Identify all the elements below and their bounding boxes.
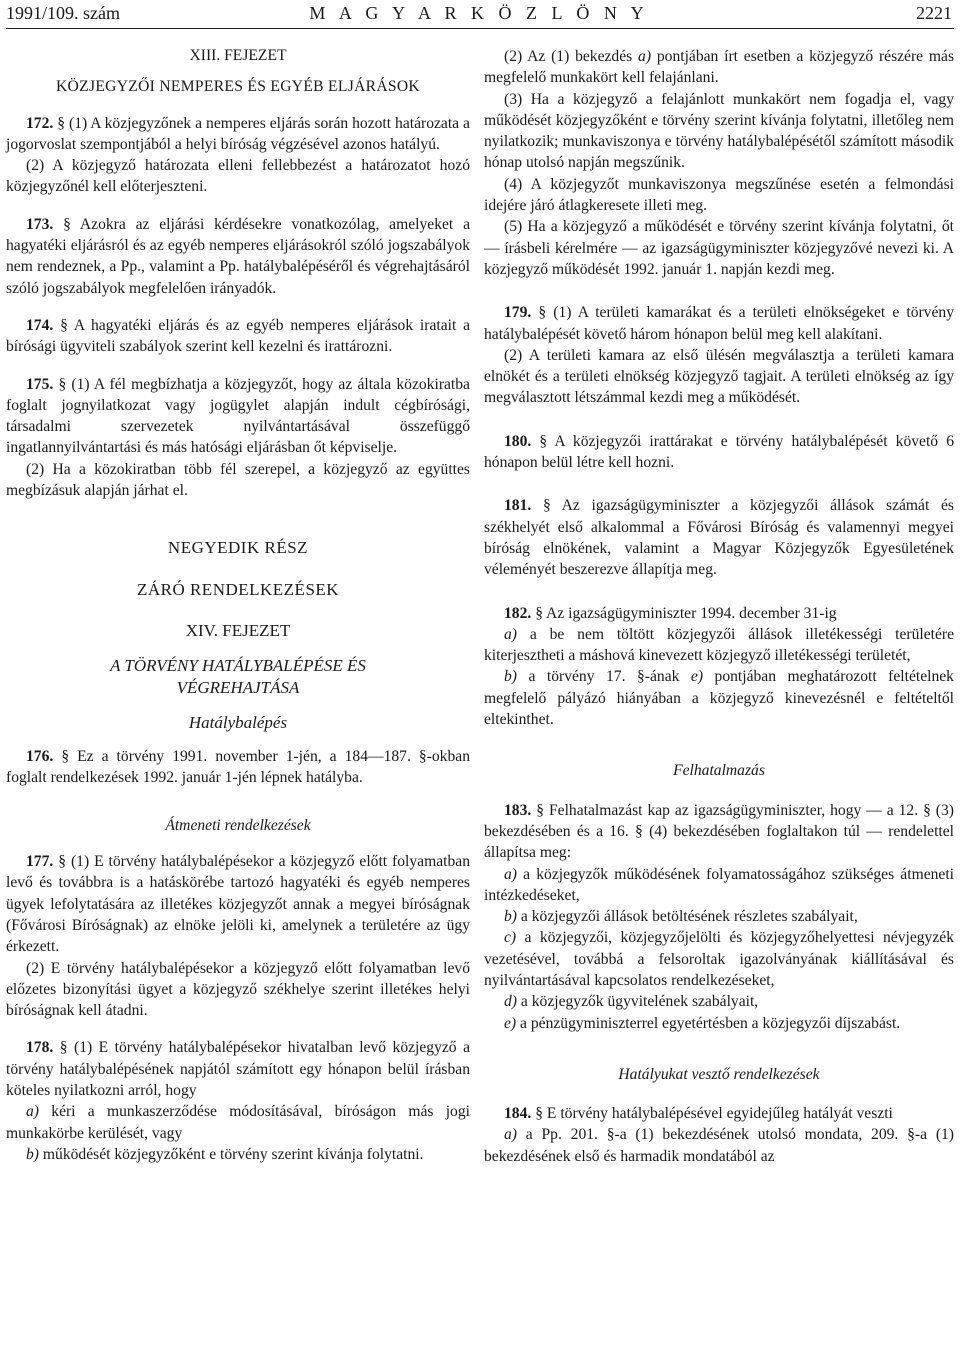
- section-text: § Ez a törvény 1991. november 1-jén, a 184—187. §-okban foglalt rendelkezések 1992. január 1-jén lépnek hatályba.: [6, 748, 470, 787]
- header-rule: [6, 28, 954, 29]
- chapter-14-title-line-1: A TÖRVÉNY HATÁLYBALÉPÉSE ÉS: [110, 656, 366, 676]
- section-text: § E törvény hatálybalépésével egyidejűleg hatályát veszti: [535, 1105, 893, 1123]
- section-183-item-d: d) a közjegyzők ügyvitelének szabályait,: [504, 993, 759, 1011]
- subheading-atmeneti: Átmeneti rendelkezések: [165, 816, 311, 834]
- section-175: [6, 374, 470, 459]
- section-text: § A hagyatéki eljárás és az egyéb nemperes eljárások iratait a bírósági ügyviteli szabályok szerint kell kezelni és irattározni.: [6, 316, 470, 356]
- section-174: [6, 315, 470, 358]
- section-text: § A közjegyzői irattárakat e törvény hatálybalépését követő 6 hónapon belül létre kell hozni.: [484, 432, 954, 472]
- section-text: § Felhatalmazást kap az igazságügyminiszter, hogy — a 12. § (3) bekezdésében és a 16. § (4) bekezdésében foglaltakon túl — rendelettel állapítsa meg:: [484, 801, 954, 862]
- section-182-item-b: b) a törvény 17. §-ának e) pontjában meghatározott feltételnek megfelelő pályázó hiányában a közjegyző kinevezésnél e feltételtől eltekinthet.: [484, 668, 954, 729]
- section-178-para-4: (4) A közjegyzőt munkaviszonya megszűnése esetén a felmondási idejére járó átlagkeresete illeti meg.: [484, 175, 954, 215]
- section-number: 175.: [26, 375, 54, 393]
- section-text: § (1) E törvény hatálybalépésekor a közjegyző előtt folyamatban levő és továbbra is a hatáskörébe tartozó hagyatéki és egyéb nemperes ügyek lefolytatására az illetékes közjegyzőt annak a megyei bíróságnak (Fővárosi Bíróságnak) az elnöke jelöli ki, amelynek a területére az ügy érkezett.: [6, 853, 470, 956]
- section-172: [6, 113, 470, 156]
- section-181: [484, 495, 954, 580]
- section-number: 180.: [504, 432, 532, 450]
- part-title: ZÁRÓ RENDELKEZÉSEK: [136, 579, 340, 599]
- section-text: § Az igazságügyminiszter a közjegyzői állások számát és székhelyét első alkalommal a Fővárosi Bíróság és valamennyi megyei bíróság elnökének, valamint a Magyar Közjegyzők Egyesületének véleményét beszerezve állapítja meg.: [484, 497, 954, 579]
- section-number: 178.: [26, 1039, 54, 1057]
- chapter-title: KÖZJEGYZŐI NEMPERES ÉS EGYÉB ELJÁRÁSOK: [56, 78, 420, 96]
- section-177: [6, 851, 470, 957]
- section-text: § (1) A fél megbízhatja a közjegyzőt, hogy az általa közokiratba foglalt jognyilatkozat vagy jogügylet alapján indult cégbírósági, társadalmi szervezetek nyilvántartásával összefüggő ingatlannyilvántartási és más hatósági eljárásban őt képviselje.: [6, 375, 470, 457]
- section-178-item-b: b) működését közjegyzőként e törvény szerint kívánja folytatni.: [26, 1145, 424, 1163]
- section-184: [484, 1103, 954, 1124]
- section-182-item-a: a) a be nem töltött közjegyzői állások illetékességi területére kiterjesztheti a máshová kinevezett közjegyző illetékességi területét,: [484, 625, 954, 665]
- section-183-item-c: c) a közjegyzői, közjegyzőjelölti és közjegyzőhelyettesi névjegyzék vezetésével, továbbá a felsoroltak igazolványának kiállításával és nyilvántartásával kapcsolatos rendelkezéseket,: [484, 929, 954, 989]
- section-number: 184.: [504, 1105, 532, 1123]
- section-178-para-5: (5) Ha a közjegyző a működését e törvény szerint kívánja folytatni, őt — írásbeli kérelmére — az igazságügyminiszter közjegyzővé nevezi ki. A közjegyző működését 1992. január 1. napján kezdi meg.: [484, 218, 954, 278]
- section-number: 183.: [504, 801, 532, 819]
- section-178-para-2: (2) Az (1) bekezdés a) pontjában írt esetben a közjegyző részére más megfelelő munkakört kell felajánlani.: [484, 48, 955, 87]
- section-178-item-a: a) kéri a munkaszerződése módosításával, bíróságon más jogi munkakörbe kerülését, vagy: [6, 1103, 470, 1142]
- subheading-felhatalmazas: Felhatalmazás: [673, 762, 765, 780]
- section-183-item-a: a) a közjegyzők működésének folyamatosságához szükséges átmeneti intézkedéseket,: [484, 865, 954, 904]
- chapter-heading: XIII. FEJEZET: [189, 47, 287, 64]
- section-number: 179.: [504, 304, 532, 322]
- section-183: [484, 800, 954, 864]
- section-184-item-a: a) a Pp. 201. §-a (1) bekezdésének utolsó mondata, 209. §-a (1) bekezdésének első és harmadik mondatából az: [484, 1126, 954, 1165]
- section-179-para-2: (2) A területi kamara az első ülésén megválasztja a területi kamara elnökét és a területi elnökség közjegyző tagjait. A területi elnökség az így megválasztott létszámmal kezdi meg a működését.: [484, 346, 954, 407]
- section-183-item-b: b) a közjegyzői állások betöltésének részletes szabályait,: [504, 908, 858, 926]
- section-text: § Az igazságügyminiszter 1994. december 31-ig: [535, 604, 837, 622]
- section-180: [484, 431, 954, 474]
- section-number: 182.: [504, 604, 532, 622]
- section-text: § (1) A területi kamarákat és a területi elnökségeket e törvény hatálybalépését követő három hónapon belül meg kell alakítani.: [484, 304, 954, 343]
- page-header: [6, 0, 952, 26]
- journal-title: M A G Y A R K Ö Z L Ö N Y: [309, 3, 649, 23]
- section-182: [484, 603, 954, 624]
- section-183-item-e: e) a pénzügyminiszterrel egyetértésben a közjegyzői díjszabást.: [504, 1014, 901, 1032]
- section-172-para-2: (2) A közjegyző határozata elleni fellebbezést a határozatot hozó közjegyzőnél kell előterjeszteni.: [6, 157, 470, 196]
- section-number: 174.: [26, 316, 54, 334]
- section-178-para-3: (3) Ha a közjegyző a felajánlott munkakört nem fogadja el, vagy működését közjegyzőként e törvény szerint kívánja folytatni, illetőleg nem nyilatkozik; munkaviszonya e törvény hatálybalépésétől számított második hónap utolsó napján megszűnik.: [484, 90, 954, 172]
- section-177-para-2: (2) E törvény hatálybalépésekor a közjegyző előtt folyamatban levő előzetes bizonyítási ügyet a közjegyző székhelye szerint illetékes helyi bíróságnak kell átadni.: [6, 959, 470, 1020]
- right-column: [484, 40, 954, 1346]
- section-176: [6, 746, 470, 789]
- section-179: [484, 302, 954, 345]
- page-number: 2221: [916, 3, 952, 23]
- issue-number: 1991/109. szám: [6, 3, 120, 23]
- section-178: [6, 1037, 470, 1101]
- part-heading: NEGYEDIK RÉSZ: [167, 538, 309, 558]
- subheading-hatalybalepes: Hatálybalépés: [188, 712, 288, 732]
- section-number: 177.: [26, 853, 54, 871]
- section-number: 173.: [26, 215, 54, 233]
- section-number: 181.: [504, 497, 532, 515]
- subheading-hatalyukat-veszto: Hatályukat vesztő rendelkezések: [618, 1065, 820, 1083]
- chapter-14-heading: XIV. FEJEZET: [185, 620, 291, 640]
- section-text: § (1) A közjegyzőnek a nemperes eljárás során hozott határozata a jogorvoslat szempontjából a helyi bíróság végzésével azonos hatályú.: [6, 114, 470, 153]
- section-text: § Azokra az eljárási kérdésekre vonatkozólag, amelyeket a hagyatéki eljárásról és az egyéb nemperes eljárásokról szóló jogszabályok nem rendeznek, a Pp., valamint a Pp. hatálybalépéséről és végrehajtásáról szóló jogszabályok megfelelően irányadók.: [6, 215, 470, 297]
- section-text: § (1) E törvény hatálybalépésekor hivatalban levő közjegyző a törvény hatálybalépésének napjától számított egy hónapon belül írásban köteles nyilatkozni arról, hogy: [6, 1039, 470, 1099]
- section-173: [6, 214, 470, 299]
- section-175-para-2: (2) Ha a közokiratban több fél szerepel, a közjegyző az együttes megbízásuk alapján járhat el.: [6, 460, 470, 500]
- left-column: [6, 40, 470, 1346]
- chapter-14-title-line-2: VÉGREHAJTÁSA: [176, 677, 300, 697]
- section-number: 172.: [26, 114, 54, 132]
- section-number: 176.: [26, 748, 54, 766]
